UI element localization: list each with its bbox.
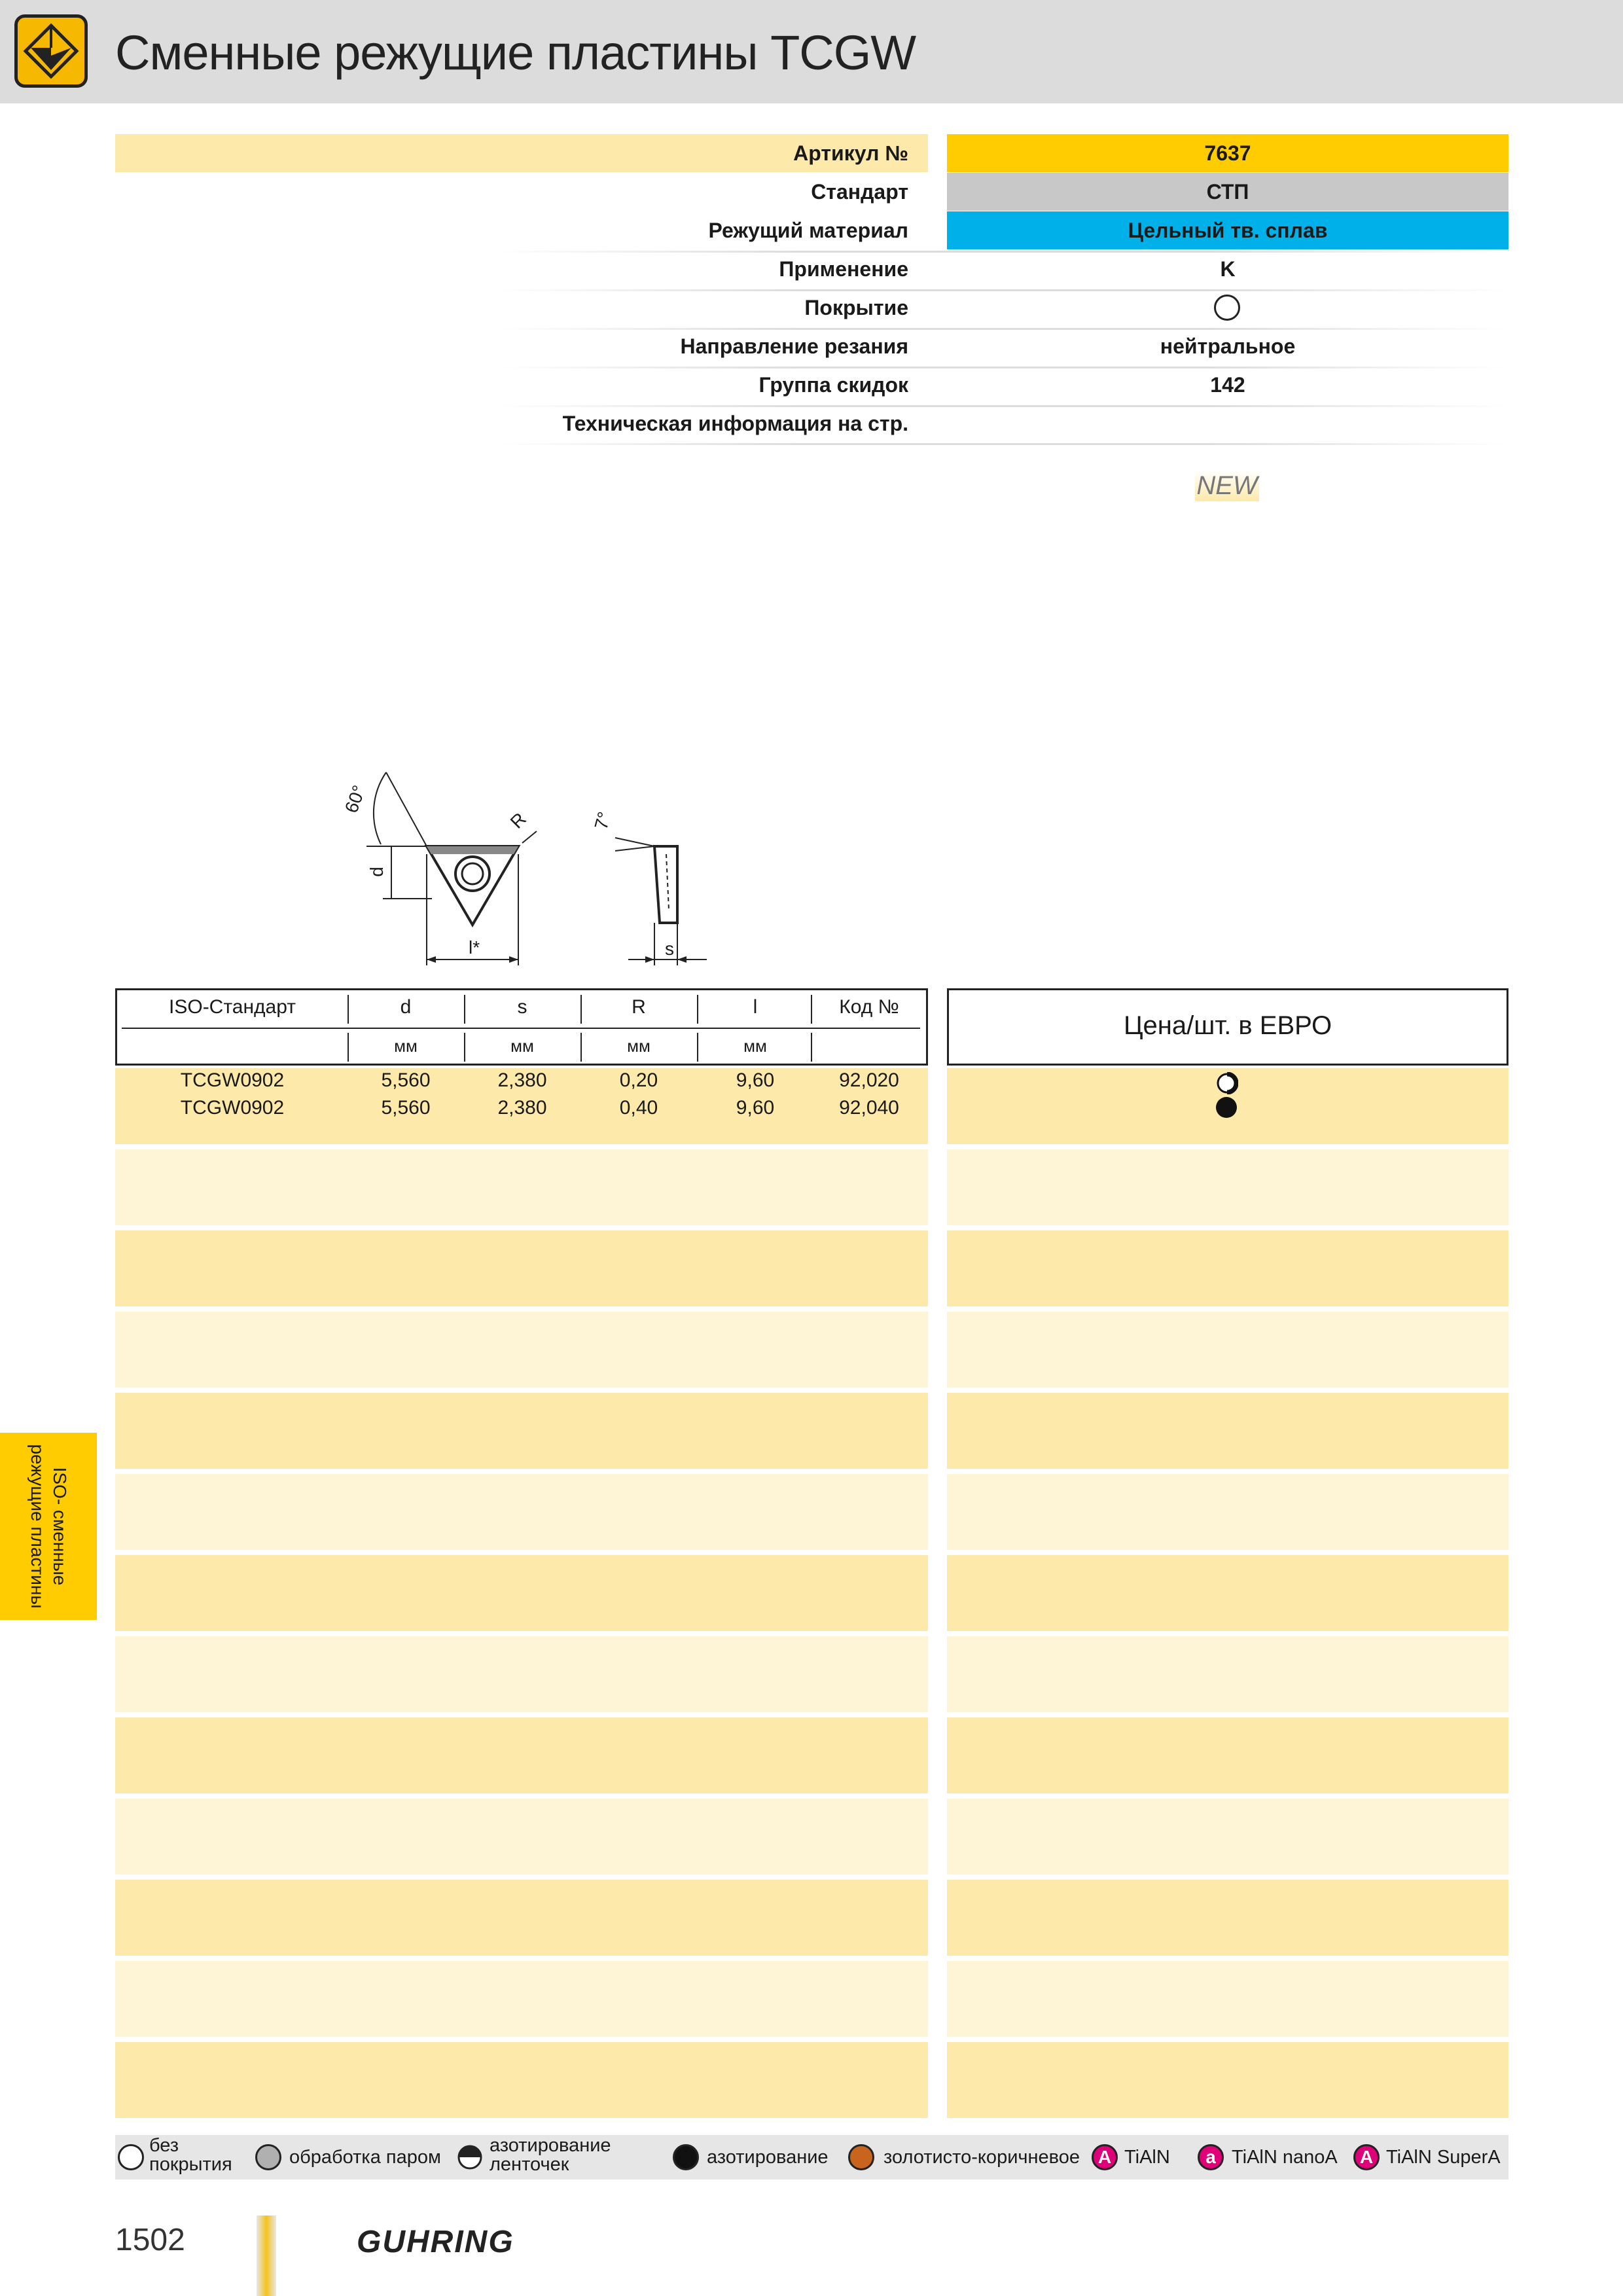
property-value-discount: 142: [1210, 373, 1245, 397]
divider: [497, 405, 1508, 407]
row-band: [947, 1717, 1508, 1793]
row-band: [947, 1555, 1508, 1631]
unit-r: мм: [627, 1036, 651, 1056]
column-separator: [811, 1033, 812, 1062]
column-separator: [811, 995, 812, 1024]
tialn-supera-icon: A: [1353, 2144, 1380, 2170]
brand-logo: GUHRING: [357, 2225, 514, 2259]
unit-s: мм: [510, 1036, 534, 1056]
filled-circle-icon: [1216, 1097, 1237, 1118]
column-separator: [580, 995, 582, 1024]
property-value-application: K: [1220, 257, 1236, 281]
legend-steam: обработка паром: [289, 2147, 441, 2168]
section-side-tab-label: [26, 1444, 71, 1608]
header-s: s: [517, 996, 527, 1018]
row2-s: 2,380: [497, 1097, 547, 1119]
legend-nitrided: азотирование: [707, 2147, 829, 2168]
divider: [497, 367, 1508, 368]
page-title: Сменные режущие пластины TCGW: [115, 26, 916, 80]
property-label-application: Применение: [779, 257, 908, 281]
row1-l: 9,60: [736, 1069, 775, 1091]
row2-d: 5,560: [381, 1097, 431, 1119]
row2-iso: TCGW0902: [180, 1097, 285, 1119]
tialn-icon: A: [1092, 2144, 1118, 2170]
row-band: [947, 1961, 1508, 2037]
row-band: [947, 1149, 1508, 1225]
row-band: [115, 2042, 928, 2118]
partial-circle-icon: [1216, 1072, 1238, 1094]
property-label-standard: Стандарт: [811, 180, 908, 204]
price-header: Цена/шт. в ЕВРО: [1123, 1011, 1332, 1040]
row-band: [947, 1393, 1508, 1469]
row-band: [947, 1799, 1508, 1874]
row-band: [115, 1474, 928, 1550]
divider: [497, 251, 1508, 253]
column-separator: [580, 1033, 582, 1062]
row2-code: 92,040: [839, 1097, 899, 1119]
header-iso: ISO-Стандарт: [169, 996, 296, 1018]
row-band: [115, 1799, 928, 1874]
radius-label: R: [506, 808, 530, 833]
steam-circle-icon: [255, 2144, 281, 2170]
row-band: [947, 1312, 1508, 1388]
row2-r: 0,40: [619, 1097, 658, 1119]
column-separator: [348, 1033, 349, 1062]
legend-uncoated: без покрытия: [149, 2135, 232, 2175]
column-separator: [697, 1033, 698, 1062]
legend-land-nitrided: азотирование ленточек: [490, 2135, 611, 2175]
half-circle-icon: [457, 2144, 483, 2170]
unit-d: мм: [394, 1036, 418, 1056]
header-d: d: [400, 996, 412, 1018]
nitrided-circle-icon: [673, 2144, 699, 2170]
property-label-techinfo: Техническая информация на стр.: [562, 412, 908, 435]
legend-tialn-nanoa: TiAlN nanoA: [1232, 2147, 1338, 2168]
side-tab-line1: ISO- сменные: [50, 1467, 70, 1586]
tialn-nanoa-icon: a: [1198, 2144, 1224, 2170]
row1-r: 0,20: [619, 1069, 658, 1091]
side-tab-line2: режущие пластины: [27, 1444, 48, 1609]
d-dimension-label: d: [366, 867, 387, 877]
column-separator: [464, 995, 465, 1024]
property-value-standard: СТП: [1206, 180, 1249, 204]
property-label-article: Артикул №: [793, 141, 908, 165]
row-band: [115, 1312, 928, 1388]
row-band: [115, 1393, 928, 1469]
row-band: [947, 1230, 1508, 1306]
insert-tool-logo-icon: [14, 14, 88, 88]
property-value-article: 7637: [1204, 141, 1251, 165]
footer-accent-stripe: [257, 2215, 276, 2296]
row1-d: 5,560: [381, 1069, 431, 1091]
row-band: [115, 1636, 928, 1712]
property-value-material: Цельный тв. сплав: [1128, 219, 1328, 242]
row-band: [115, 1717, 928, 1793]
column-separator: [697, 995, 698, 1024]
row1-iso: TCGW0902: [180, 1069, 285, 1091]
row-band: [947, 1636, 1508, 1712]
row-band: [115, 1555, 928, 1631]
l-dimension-label: l*: [469, 937, 480, 958]
header-l: l: [753, 996, 758, 1018]
column-separator: [348, 995, 349, 1024]
row-band: [115, 1961, 928, 2037]
header-divider: [122, 1028, 920, 1029]
property-label-discount: Группа скидок: [758, 373, 908, 397]
property-label-direction: Направление резания: [680, 334, 908, 358]
row-band: [115, 1230, 928, 1306]
uncoated-circle-icon: [118, 2144, 144, 2170]
row-band: [947, 1880, 1508, 1956]
header-r: R: [632, 996, 646, 1018]
divider: [497, 328, 1508, 330]
row-band: [947, 1474, 1508, 1550]
row1-code: 92,020: [839, 1069, 899, 1091]
legend-tialn: TiAlN: [1124, 2147, 1170, 2168]
column-separator: [464, 1033, 465, 1062]
row2-l: 9,60: [736, 1097, 775, 1119]
property-label-material: Режущий материал: [708, 219, 908, 242]
legend-tialn-supera: TiAlN SuperA: [1386, 2147, 1501, 2168]
unit-l: мм: [743, 1036, 767, 1056]
row1-s: 2,380: [497, 1069, 547, 1091]
header-code: Код №: [839, 996, 899, 1018]
row-band: [115, 1880, 928, 1956]
uncoated-circle-icon: [1214, 295, 1240, 321]
new-badge: NEW: [1195, 470, 1259, 501]
row-band: [947, 2042, 1508, 2118]
property-label-coating: Покрытие: [804, 296, 908, 319]
legend-gold-brown: золотисто-коричневое: [883, 2147, 1080, 2168]
angle-7-label: 7°: [590, 809, 615, 832]
s-dimension-label: s: [665, 939, 674, 959]
property-value-direction: нейтральное: [1160, 334, 1296, 358]
gold-brown-circle-icon: [848, 2144, 874, 2170]
row-band: [115, 1149, 928, 1225]
divider: [497, 289, 1508, 291]
angle-60-label: 60°: [340, 782, 370, 816]
divider: [497, 443, 1508, 445]
page-number: 1502: [115, 2223, 185, 2257]
